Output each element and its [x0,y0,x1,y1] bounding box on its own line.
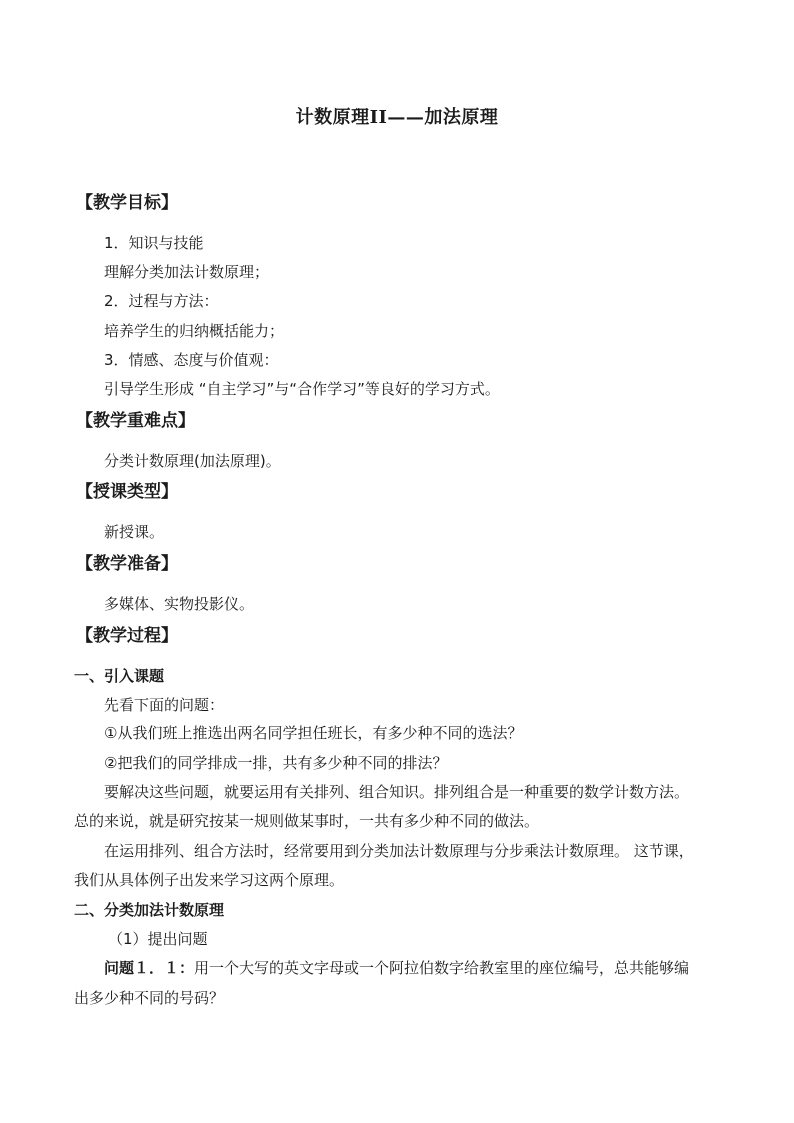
section-heading-key-points: 【教学重难点】 [76,411,195,431]
goal-item-1-heading: 1．知识与技能 [104,234,204,252]
lesson-type-text: 新授课。 [104,523,165,541]
part1-paragraph-2-line-2: 我们从具体例子出发来学习这两个原理。 [74,871,345,889]
goal-item-2-text: 培养学生的归纳概括能力； [104,322,285,340]
part1-paragraph-1-line-1: 要解决这些问题，就要运用有关排列、组合知识。排列组合是一种重要的数学计数方法。 [104,783,690,801]
problem-label: 问题１．１： [104,959,195,977]
goal-item-2-heading: 2．过程与方法： [104,292,219,310]
goal-item-3-heading: 3．情感、态度与价值观： [104,351,279,369]
key-points-text: 分类计数原理(加法原理)。 [104,452,281,470]
part1-question-1: ①从我们班上推选出两名同学担任班长，有多少种不同的选法？ [104,724,523,742]
part1-intro: 先看下面的问题： [104,696,225,714]
part2-heading: 二、分类加法计数原理 [74,901,225,919]
goal-item-1-text: 理解分类加法计数原理； [104,263,270,281]
problem-1-1-line-1 [104,958,689,978]
goal-item-3-text: 引导学生形成 “自主学习”与“合作学习”等良好的学习方式。 [104,380,500,398]
problem-text: 用一个大写的英文字母或一个阿拉伯数字给教室里的座位编号，总共能够编 [194,959,690,977]
part1-paragraph-2-line-1: 在运用排列、组合方法时，经常要用到分类加法计数原理与分步乘法计数原理。 这节课， [104,842,694,860]
part1-question-2: ②把我们的同学排成一排，共有多少种不同的排法？ [104,754,448,772]
section-heading-preparation: 【教学准备】 [76,554,178,574]
part1-heading: 一、引入课题 [74,667,165,685]
part1-paragraph-1-line-2: 总的来说，就是研究按某一规则做某事时，一共有多少种不同的做法。 [74,812,540,830]
part2-subheading: （1）提出问题 [108,930,208,948]
problem-1-1-line-2: 出多少种不同的号码？ [74,989,225,1007]
page-title: 计数原理II——加法原理 [295,107,499,128]
preparation-text: 多媒体、实物投影仪。 [104,595,255,613]
section-heading-goals: 【教学目标】 [76,193,178,213]
section-heading-lesson-type: 【授课类型】 [76,482,178,502]
section-heading-process: 【教学过程】 [76,626,178,646]
